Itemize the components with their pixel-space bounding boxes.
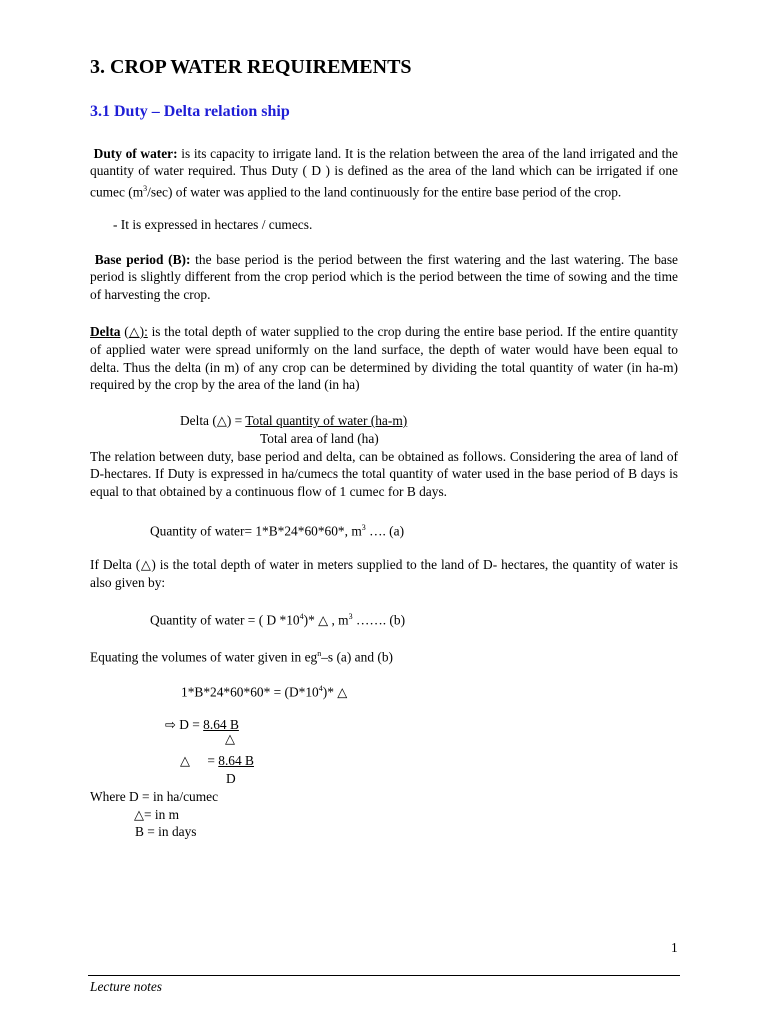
equating-line: Equating the volumes of water given in $eg^n-s$ (a) and (b) bbox=[90, 649, 393, 665]
equation-a: Quantity of water= 1*B*24*60*60*, $m^3$ …. (a) bbox=[150, 523, 405, 539]
where-line-1: Where D = in ha/cumec bbox=[90, 789, 219, 804]
section-heading: 3.1 Duty – Delta relation ship bbox=[90, 103, 290, 120]
delta-term: Delta bbox=[90, 324, 121, 339]
equation-e: △ = 8.64 B bbox=[180, 753, 254, 769]
delta-formula-numerator: Total quantity of water (ha-m) bbox=[245, 413, 408, 428]
relation-paragraph: The relation between duty, base period and delta, can be obtained as follows. Considering the area of land of D-hectares. If Duty is expressed in ha/cumecs the total quantity of water used in the base period of B days is equal to that obtained by a continuous flow of 1 cumec for B days. bbox=[90, 449, 678, 499]
delta-icon: △ bbox=[216, 414, 227, 429]
delta-icon: △ bbox=[180, 754, 190, 769]
implies-arrow-icon: ⇨ bbox=[165, 718, 176, 733]
delta-icon: △ bbox=[337, 685, 348, 701]
delta-icon: △ bbox=[140, 558, 152, 573]
equation-d-numerator: 8.64 B bbox=[203, 717, 239, 732]
where-line-2: △= in m bbox=[134, 807, 180, 823]
delta-icon: △ bbox=[225, 732, 235, 747]
delta-formula-denominator: Total area of land (ha) bbox=[260, 431, 379, 446]
page-title: 3. CROP WATER REQUIREMENTS bbox=[90, 56, 412, 78]
equation-b: Quantity of water = ( D $*10^4)*$ △ , $m^3$ ……. (b) bbox=[150, 612, 406, 629]
duty-term: Duty of water: bbox=[93, 146, 178, 161]
equation-d: ⇨ D = 8.64 B bbox=[165, 717, 239, 733]
footer-divider bbox=[88, 975, 680, 976]
equation-c: $1*B*24*60*60* = (D*10^4)*$ △ bbox=[181, 684, 348, 701]
delta-icon: △ bbox=[128, 325, 140, 340]
if-delta-paragraph: If Delta (△) is the total depth of water in meters supplied to the land of D- hectares, the quantity of water is also given by: bbox=[90, 557, 678, 591]
duty-bullet: - It is expressed in hectares / cumecs. bbox=[113, 217, 313, 232]
duty-paragraph: Duty of water: is its capacity to irrigate land. It is the relation between the area of the land irrigated and the quantity of water required. Thus Duty ( D ) is defined as the area of the land which can be irrigated if one cumec $(m^3/\sec)$ of water was applied to the land continuously for the entire base period of the crop. bbox=[90, 146, 678, 200]
where-line-3: B = in days bbox=[135, 824, 197, 839]
delta-icon: △ bbox=[318, 613, 329, 629]
base-period-term: Base period (B): bbox=[94, 252, 191, 267]
footer-text: Lecture notes bbox=[90, 979, 163, 994]
delta-icon: △ bbox=[134, 808, 144, 823]
equation-e-denominator: D bbox=[226, 771, 236, 786]
delta-formula: Delta (△) = Total quantity of water (ha-m) bbox=[180, 413, 408, 429]
equation-e-numerator: 8.64 B bbox=[218, 753, 254, 768]
base-period-paragraph: Base period (B): the base period is the period between the first watering and the last watering. The base period is slightly different from the crop period which is the period between the time of sowing and the time of harvesting the crop. bbox=[90, 252, 678, 302]
page-number: 1 bbox=[671, 940, 678, 955]
delta-paragraph: Delta (△): is the total depth of water supplied to the crop during the entire base period. If the entire quantity of applied water were spread uniformly on the land surface, the depth of water would have been equal to delta. Thus the delta (in m) of any crop can be determined by dividing the total quantity of water (in ha-m) required by the crop by the area of the land (in ha) bbox=[90, 324, 679, 393]
